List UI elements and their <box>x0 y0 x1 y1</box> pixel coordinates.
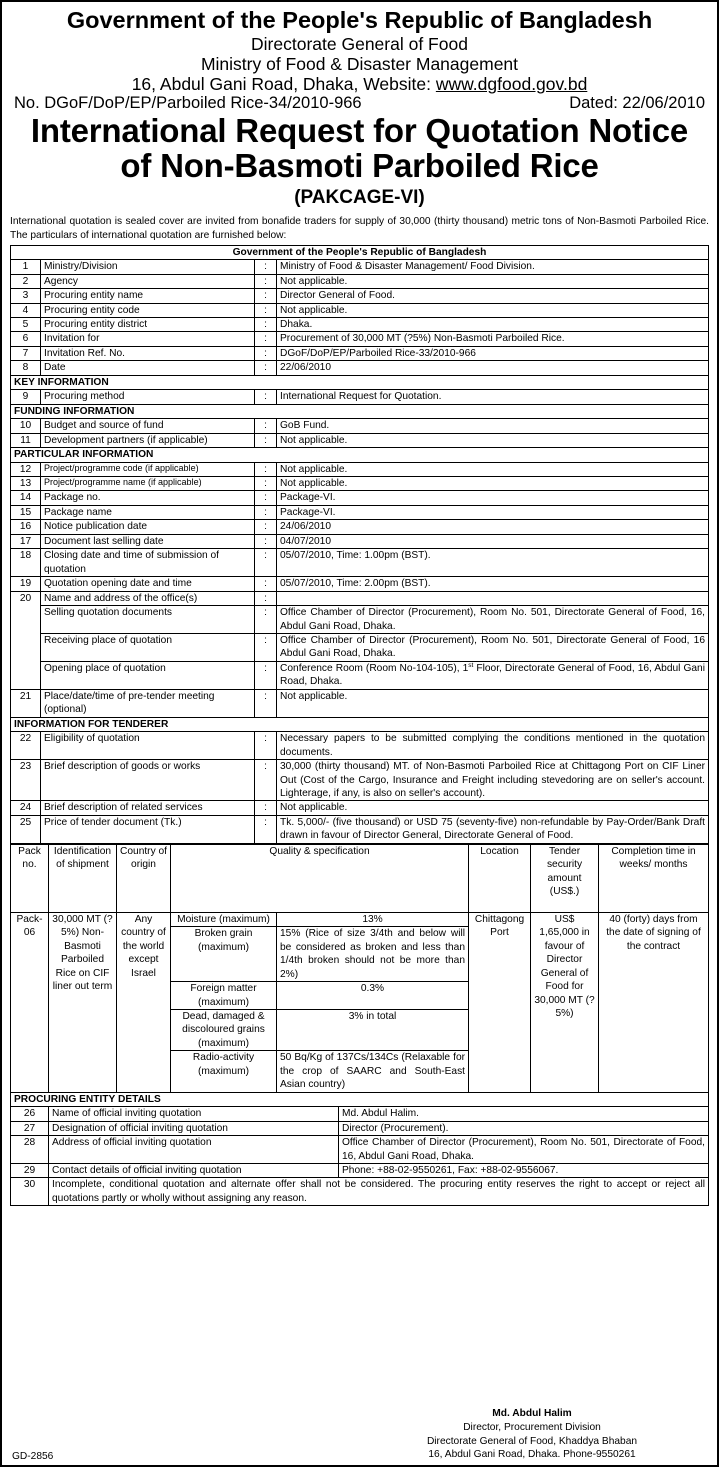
row-colon: : <box>255 462 277 476</box>
table-title: Government of the People's Republic of Bangladesh <box>11 245 709 259</box>
row-colon: : <box>255 520 277 534</box>
table-row <box>11 462 709 476</box>
pack-number: Pack-06 <box>11 912 49 1092</box>
section-particular: PARTICULAR INFORMATION <box>11 448 709 462</box>
notice-title <box>10 114 709 210</box>
spec-row <box>11 912 709 926</box>
title-line-2: of Non-Basmoti Parboiled Rice <box>120 146 599 184</box>
main-title <box>10 114 709 183</box>
row-colon: : <box>255 661 277 689</box>
row-value: 22/06/2010 <box>277 361 709 375</box>
row-value: Phone: +88-02-9550261, Fax: +88-02-9556067. <box>339 1163 709 1177</box>
section-row <box>11 717 709 731</box>
row-value: 05/07/2010, Time: 2.00pm (BST). <box>277 577 709 591</box>
signatory-address: 16, Abdul Gani Road, Dhaka. Phone-9550261 <box>428 1449 636 1461</box>
country-of-origin: Any country of the world except Israel <box>117 912 171 1092</box>
row-colon: : <box>255 419 277 433</box>
row-value: Not applicable. <box>277 303 709 317</box>
table-row <box>11 549 709 577</box>
directorate-line: Directorate General of Food <box>251 33 468 54</box>
row-label: Procuring entity name <box>41 289 255 303</box>
header-country: Country of origin <box>117 844 171 912</box>
row-number: 9 <box>11 390 41 404</box>
row-label: Date <box>41 361 255 375</box>
row-value: Md. Abdul Halim. <box>339 1107 709 1121</box>
row-colon: : <box>255 303 277 317</box>
row-number: 23 <box>11 760 41 801</box>
spec-header-row <box>11 844 709 912</box>
row-number: 10 <box>11 419 41 433</box>
row-label: Project/programme code (if applicable) <box>41 462 255 476</box>
row-number: 18 <box>11 549 41 577</box>
section-row <box>11 404 709 418</box>
row-number: 15 <box>11 505 41 519</box>
row-value: Ministry of Food & Disaster Management/ Food Division. <box>277 260 709 274</box>
office-value-sup: st <box>468 661 474 669</box>
header-completion: Completion time in weeks/ months <box>599 844 709 912</box>
row-value: Not applicable. <box>277 274 709 288</box>
spec-value: 13% <box>277 912 469 926</box>
table-row <box>11 520 709 534</box>
entity-table <box>10 1093 709 1207</box>
table-row <box>11 274 709 288</box>
table-row <box>11 577 709 591</box>
row-label: Contact details of official inviting quotation <box>49 1163 339 1177</box>
row-colon: : <box>255 549 277 577</box>
row-value: Tk. 5,000/- (five thousand) or USD 75 (seventy-five) non-refundable by Pay-Order/Bank Draft drawn in favour of Director General, Directorate General of Food. <box>277 815 709 843</box>
row-value: Not applicable. <box>277 689 709 717</box>
row-value: GoB Fund. <box>277 419 709 433</box>
row-label: Procuring method <box>41 390 255 404</box>
spec-value: 50 Bq/Kg of 137Cs/134Cs (Relaxable for the crop of SAARC and South-East Asian country) <box>277 1051 469 1092</box>
office-value-part: Floor, Directorate General of Food, 16, Abdul Gani Road, Dhaka. <box>280 662 705 688</box>
row-colon: : <box>255 634 277 662</box>
row-value: 05/07/2010, Time: 1.00pm (BST). <box>277 549 709 577</box>
row-colon: : <box>255 346 277 360</box>
row-label: Place/date/time of pre-tender meeting (optional) <box>41 689 255 717</box>
row-number: 27 <box>11 1121 49 1135</box>
table-row <box>11 346 709 360</box>
row-value: Dhaka. <box>277 318 709 332</box>
row-number: 17 <box>11 534 41 548</box>
office-label: Opening place of quotation <box>41 661 255 689</box>
table-row <box>11 390 709 404</box>
row-colon: : <box>255 815 277 843</box>
row-number: 6 <box>11 332 41 346</box>
table-row <box>11 303 709 317</box>
office-label: Selling quotation documents <box>41 606 255 634</box>
row-number: 3 <box>11 289 41 303</box>
office-value: Office Chamber of Director (Procurement), Room No. 501, Directorate General of Food, 16 Abdul Gani Road, Dhaka. <box>277 634 709 662</box>
table-row <box>11 1163 709 1177</box>
section-key: KEY INFORMATION <box>11 375 709 389</box>
spec-param: Foreign matter (maximum) <box>171 982 277 1010</box>
tender-security: US$ 1,65,000 in favour of Director General of Food for 30,000 MT (?5%) <box>531 912 599 1092</box>
row-label: Designation of official inviting quotation <box>49 1121 339 1135</box>
table-row <box>11 419 709 433</box>
spec-param: Dead, damaged & discoloured grains (maximum) <box>171 1009 277 1050</box>
row-colon: : <box>255 732 277 760</box>
row-number: 5 <box>11 318 41 332</box>
row-colon: : <box>255 491 277 505</box>
row-colon: : <box>255 477 277 491</box>
row-colon: : <box>255 274 277 288</box>
row-number: 22 <box>11 732 41 760</box>
signatory-name: Md. Abdul Halim <box>492 1408 572 1419</box>
table-row <box>11 634 709 662</box>
office-value: Office Chamber of Director (Procurement), Room No. 501, Directorate General of Food, 16, Abdul Gani Road, Dhaka. <box>277 606 709 634</box>
specification-table <box>10 844 709 1093</box>
address-text: 16, Abdul Gani Road, Dhaka, Website: <box>131 74 436 95</box>
row-label: Package no. <box>41 491 255 505</box>
row-label: Budget and source of fund <box>41 419 255 433</box>
row-label: Address of official inviting quotation <box>49 1136 339 1164</box>
row-colon: : <box>255 390 277 404</box>
particulars-table <box>10 245 709 844</box>
section-funding: FUNDING INFORMATION <box>11 404 709 418</box>
row-colon: : <box>255 260 277 274</box>
office-value-part: Conference Room (Room No-104-105), 1 <box>280 662 469 674</box>
row-label: Brief description of goods or works <box>41 760 255 801</box>
row-number: 29 <box>11 1163 49 1177</box>
table-row <box>11 760 709 801</box>
table-row <box>11 1136 709 1164</box>
row-colon: : <box>255 332 277 346</box>
spec-value: 15% (Rice of size 3/4th and below will be considered as broken and less than 1/4th broken should not be more than 2%) <box>277 927 469 982</box>
row-label: Agency <box>41 274 255 288</box>
completion-time: 40 (forty) days from the date of signing of the contract <box>599 912 709 1092</box>
dated: Dated: 22/06/2010 <box>569 94 705 113</box>
row-value: Director (Procurement). <box>339 1121 709 1135</box>
table-row <box>11 1107 709 1121</box>
row-label: Price of tender document (Tk.) <box>41 815 255 843</box>
row-value: Director General of Food. <box>277 289 709 303</box>
row-number: 13 <box>11 477 41 491</box>
row-number: 11 <box>11 433 41 447</box>
package-tag: (PAKCAGE-VI) <box>294 187 425 209</box>
row-value: 30,000 (thirty thousand) MT. of Non-Basmoti Parboiled Rice at Chittagong Port on CIF Liner Out (Cost of the Cargo, Insurance and Freight including stevedoring are on seller's account. Lighterage, if any, is also on seller's account). <box>277 760 709 801</box>
row-value: 24/06/2010 <box>277 520 709 534</box>
row-label: Procuring entity code <box>41 303 255 317</box>
row-label: Development partners (if applicable) <box>41 433 255 447</box>
row-value: DGoF/DoP/EP/Parboiled Rice-33/2010-966 <box>277 346 709 360</box>
table-title-row <box>11 245 709 259</box>
table-row <box>11 361 709 375</box>
header-pack-no: Pack no. <box>11 844 49 912</box>
row-value: Package-VI. <box>277 505 709 519</box>
table-row <box>11 260 709 274</box>
table-row <box>11 732 709 760</box>
intro-paragraph: International quotation is sealed cover are invited from bonafide traders for supply of 30,000 (thirty thousand) metric tons of Non-Basmoti Parboiled Rice. The particulars of international quotation are furnished below: <box>10 216 709 241</box>
row-number: 30 <box>11 1178 49 1206</box>
row-number: 16 <box>11 520 41 534</box>
spec-value: 3% in total <box>277 1009 469 1050</box>
table-row <box>11 477 709 491</box>
table-row <box>11 591 709 605</box>
row-value: Package-VI. <box>277 491 709 505</box>
row-label: Notice publication date <box>41 520 255 534</box>
table-row <box>11 1178 709 1206</box>
table-row <box>11 289 709 303</box>
row-label: Document last selling date <box>41 534 255 548</box>
row-label: Project/programme name (if applicable) <box>41 477 255 491</box>
ad-code: GD-2856 <box>12 1451 54 1462</box>
row-label: Eligibility of quotation <box>41 732 255 760</box>
row-colon: : <box>255 760 277 801</box>
row-number: 2 <box>11 274 41 288</box>
row-value: Not applicable. <box>277 801 709 815</box>
row-label: Quotation opening date and time <box>41 577 255 591</box>
row-label: Invitation for <box>41 332 255 346</box>
government-title: Government of the People's Republic of Bangladesh <box>66 7 653 33</box>
row-number: 20 <box>11 591 41 689</box>
reference-number: No. DGoF/DoP/EP/Parboiled Rice-34/2010-966 <box>14 94 362 113</box>
ministry-line: Ministry of Food & Disaster Management <box>200 53 519 74</box>
row-number: 21 <box>11 689 41 717</box>
row-label: Closing date and time of submission of quotation <box>41 549 255 577</box>
header-security: Tender security amount (US$.) <box>531 844 599 912</box>
section-entity: PROCURING ENTITY DETAILS <box>11 1093 709 1107</box>
table-row <box>11 505 709 519</box>
office-label: Receiving place of quotation <box>41 634 255 662</box>
closing-clause: Incomplete, conditional quotation and alternate offer shall not be considered. The procuring entity reserves the right to accept or reject all quotations partly or wholly without assigning any reason. <box>49 1178 709 1206</box>
table-row <box>11 534 709 548</box>
spec-param: Radio-activity (maximum) <box>171 1051 277 1092</box>
shipment-identification: 30,000 MT (?5%) Non-Basmoti Parboiled Rice on CIF liner out term <box>49 912 117 1092</box>
signature-block <box>382 1407 682 1462</box>
row-label: Ministry/Division <box>41 260 255 274</box>
signatory-org: Directorate General of Food, Khaddya Bhaban <box>426 1435 638 1447</box>
row-value: Office Chamber of Director (Procurement), Room No. 501, Directorate of Food, 16, Abdul Gani Road, Dhaka. <box>339 1136 709 1164</box>
row-colon: : <box>255 534 277 548</box>
section-row <box>11 448 709 462</box>
row-value: Necessary papers to be submitted complying the conditions mentioned in the quotation documents. <box>277 732 709 760</box>
row-number: 24 <box>11 801 41 815</box>
row-label: Name and address of the office(s) <box>41 591 255 605</box>
row-colon: : <box>255 433 277 447</box>
row-label: Name of official inviting quotation <box>49 1107 339 1121</box>
table-row <box>11 661 709 689</box>
row-colon: : <box>255 801 277 815</box>
row-value: 04/07/2010 <box>277 534 709 548</box>
title-line-1: International Request for Quotation Notice <box>30 112 689 150</box>
row-label: Invitation Ref. No. <box>41 346 255 360</box>
row-value <box>277 591 709 605</box>
row-number: 4 <box>11 303 41 317</box>
signatory-title: Director, Procurement Division <box>463 1421 601 1433</box>
row-value: Not applicable. <box>277 462 709 476</box>
row-label: Procuring entity district <box>41 318 255 332</box>
row-number: 1 <box>11 260 41 274</box>
table-row <box>11 689 709 717</box>
row-number: 25 <box>11 815 41 843</box>
row-colon: : <box>255 361 277 375</box>
row-number: 7 <box>11 346 41 360</box>
spec-param: Broken grain (maximum) <box>171 927 277 982</box>
row-colon: : <box>255 577 277 591</box>
table-row <box>11 815 709 843</box>
header <box>10 8 709 94</box>
address-line <box>10 74 709 94</box>
table-row <box>11 332 709 346</box>
header-quality: Quality & specification <box>171 844 469 912</box>
row-colon: : <box>255 318 277 332</box>
row-colon: : <box>255 591 277 605</box>
row-value: Not applicable. <box>277 477 709 491</box>
section-tenderer: INFORMATION FOR TENDERER <box>11 717 709 731</box>
header-location: Location <box>469 844 531 912</box>
row-colon: : <box>255 689 277 717</box>
row-number: 26 <box>11 1107 49 1121</box>
row-value: Not applicable. <box>277 433 709 447</box>
section-row <box>11 375 709 389</box>
website-link[interactable]: www.dgfood.gov.bd <box>435 74 588 95</box>
row-number: 12 <box>11 462 41 476</box>
row-number: 19 <box>11 577 41 591</box>
row-number: 8 <box>11 361 41 375</box>
table-row <box>11 801 709 815</box>
table-row <box>11 318 709 332</box>
row-label: Package name <box>41 505 255 519</box>
header-identification: Identification of shipment <box>49 844 117 912</box>
row-value: Procurement of 30,000 MT (?5%) Non-Basmoti Parboiled Rice. <box>277 332 709 346</box>
location: Chittagong Port <box>469 912 531 1092</box>
section-row <box>11 1093 709 1107</box>
spec-param: Moisture (maximum) <box>171 912 277 926</box>
table-row <box>11 491 709 505</box>
row-label: Brief description of related services <box>41 801 255 815</box>
row-colon: : <box>255 289 277 303</box>
reference-row <box>10 94 709 113</box>
row-colon: : <box>255 505 277 519</box>
row-number: 28 <box>11 1136 49 1164</box>
row-number: 14 <box>11 491 41 505</box>
table-row <box>11 606 709 634</box>
row-value: International Request for Quotation. <box>277 390 709 404</box>
spec-value: 0.3% <box>277 982 469 1010</box>
table-row <box>11 1121 709 1135</box>
row-colon: : <box>255 606 277 634</box>
table-row <box>11 433 709 447</box>
office-value <box>277 661 709 689</box>
